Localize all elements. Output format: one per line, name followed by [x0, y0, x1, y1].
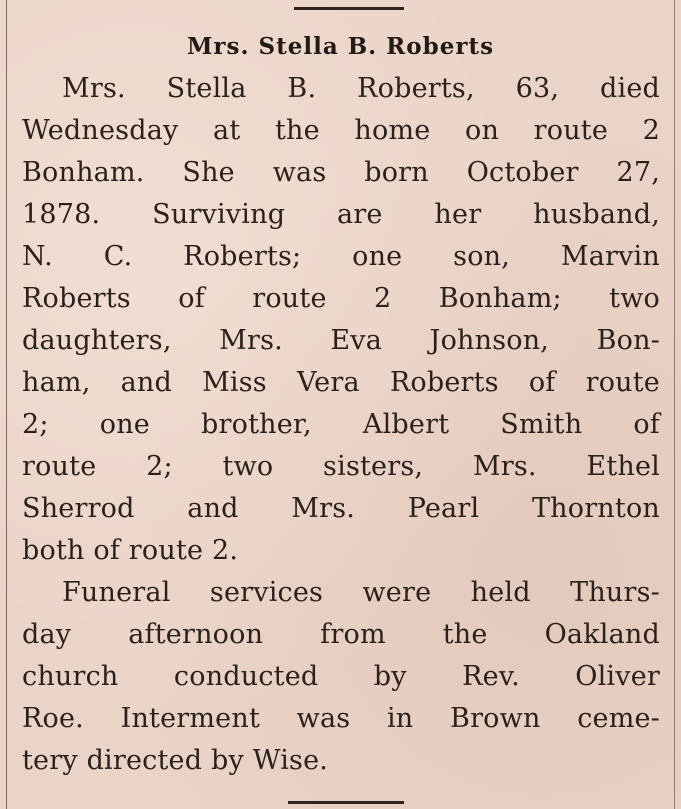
text-line: tery directed by Wise.	[22, 745, 329, 776]
text-line: ham, and Miss Vera Roberts of route	[22, 367, 660, 398]
text-line: Funeral services were held Thurs-	[62, 577, 660, 608]
text-line: Bonham. She was born October 27,	[22, 157, 660, 188]
text-line: both of route 2.	[22, 535, 239, 566]
text-line: N. C. Roberts; one son, Marvin	[22, 241, 660, 272]
obituary-body	[22, 68, 660, 782]
text-line: Wednesday at the home on route 2	[22, 115, 660, 146]
text-line: Sherrod and Mrs. Pearl Thornton	[22, 493, 660, 524]
text-line: Roberts of route 2 Bonham; two	[22, 283, 660, 314]
text-line: church conducted by Rev. Oliver	[22, 661, 660, 692]
text-line: route 2; two sisters, Mrs. Ethel	[22, 451, 660, 482]
column-rule-left	[6, 0, 7, 809]
text-line: Roe. Interment was in Brown ceme-	[22, 703, 660, 734]
column-rule-right	[674, 0, 675, 809]
bottom-divider-rule	[288, 801, 404, 804]
text-line: daughters, Mrs. Eva Johnson, Bon-	[22, 325, 660, 356]
paragraph-1	[22, 68, 660, 572]
paragraph-2	[22, 572, 660, 782]
top-divider-rule	[294, 7, 404, 10]
obituary-headline: Mrs. Stella B. Roberts	[186, 33, 495, 60]
text-line: 2; one brother, Albert Smith of	[22, 409, 660, 440]
text-line: day afternoon from the Oakland	[22, 619, 660, 650]
text-line: Mrs. Stella B. Roberts, 63, died	[62, 73, 660, 104]
text-line: 1878. Surviving are her husband,	[22, 199, 660, 230]
